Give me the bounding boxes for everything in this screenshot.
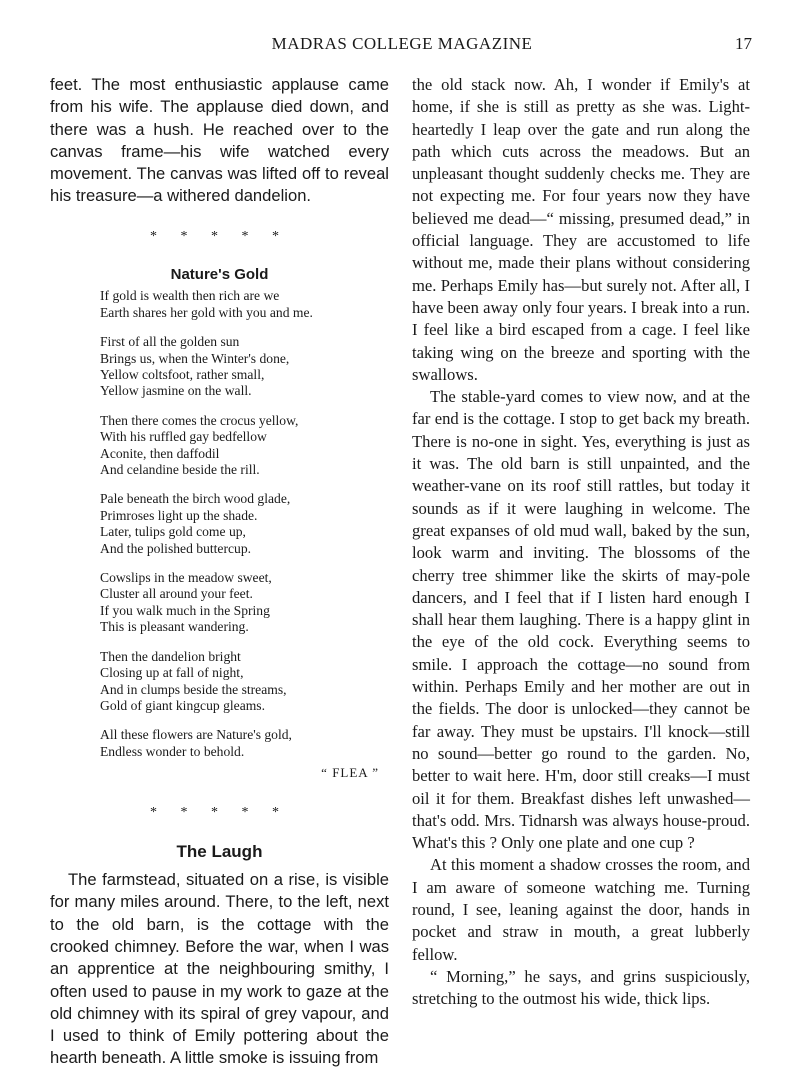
poem-line: Endless wonder to behold. — [100, 743, 245, 759]
running-header — [52, 34, 752, 58]
poem-stanza — [100, 727, 389, 760]
right-column — [412, 74, 750, 1010]
section-separator: * * * * * — [150, 228, 289, 244]
poem-title: Nature's Gold — [170, 266, 269, 284]
poem-line: This is pleasant wandering. — [100, 619, 249, 635]
poem-body — [100, 288, 389, 760]
story-paragraph: The stable-yard comes to view now, and at the far end is the cottage. I stop to get back my breath. There is no-one in sight. Yes, everything is just as it was. The old barn is still unpainted, and the weather-vane on its roof still rattles, but today it sounds as if it were laughing in welcome. The great expanses of old mud wall, baked by the sun, look warm and inviting. The blossoms of the cherry tree shimmer like the skirts of may-pole dancers, and I feel that if I listen hard enough I shall hear them laughing. There is a happy glint in the eye of the old cock. Everything seems to smile. I approach the cottage—no sound from within. Perhaps Emily and her mother are out in the fields. The door is unlocked—they cannot be far away. They must be upstairs. I'll knock—still no sound—better go round to the garden. No, better to wait here. H'm, door still creaks—I must oil it for them. Breakfast dishes left unwashed—that's odd. Mrs. Tidnarsh was always house-proud. What's this ? Only one plate and one cup ? — [412, 387, 750, 853]
poem-line: Cluster all around your feet. — [100, 586, 253, 602]
poem-line: And in clumps beside the streams, — [100, 681, 287, 697]
poem-line: If you walk much in the Spring — [100, 602, 270, 618]
poem-line: First of all the golden sun — [100, 334, 240, 350]
story-paragraph: At this moment a shadow crosses the room, and I am aware of someone watching me. Turning round, I see, leaning against the door, hands in pocket and straw in mouth, a great lubberly fellow. — [412, 855, 750, 964]
poem-line: Yellow jasmine on the wall. — [100, 383, 252, 399]
story-paragraph: The farmstead, situated on a rise, is visible for many miles around. There, to the left, next to the old barn, is the cottage with the crooked chimney. Before the war, when I was an apprentice at the neighbouring smithy, I often used to pause in my work to gaze at the old chimney with its spiral of grey vapour, and I used to think of Emily pottering about the hearth beneath. A little smoke is issuing from — [50, 870, 389, 1068]
poem-line: Earth shares her gold with you and me. — [100, 304, 313, 320]
poem-stanza — [100, 491, 389, 557]
poem-stanza — [100, 570, 389, 636]
page-number: 17 — [735, 34, 752, 53]
poem-line: Aconite, then daffodil — [100, 445, 220, 461]
story-paragraph: “ Morning,” he says, and grins suspiciously, stretching to the outmost his wide, thick lips. — [412, 966, 750, 1009]
story-title: The Laugh — [176, 841, 263, 861]
left-column — [50, 74, 389, 1070]
poem-line: If gold is wealth then rich are we — [100, 288, 280, 304]
poem-line: And the polished buttercup. — [100, 540, 252, 556]
poem-stanza — [100, 413, 389, 479]
poem-line: Closing up at fall of night, — [100, 665, 244, 681]
poem-line: Cowslips in the meadow sweet, — [100, 570, 272, 586]
poem-line: With his ruffled gay bedfellow — [100, 429, 267, 445]
section-separator: * * * * * — [150, 805, 289, 821]
intro-paragraph: feet. The most enthusiastic applause came from his wife. The applause died down, and there was a hush. He reached over to the canvas frame—his wife watched every movement. The canvas was lifted off to reveal his treasure—a withered dandelion. — [50, 75, 389, 206]
poem-line: Brings us, when the Winter's done, — [100, 350, 290, 366]
story-paragraph: the old stack now. Ah, I wonder if Emily's at home, if she is still as pretty as she was. Light-heartedly I leap over the gate and run along the path which cuts across the meadows. But an unpleasant thought suddenly checks me. They are not expecting me. For four years now they have believed me dead—“ missing, presumed dead,” in official language. They are accustomed to life without me, made their plans without considering me. Perhaps Emily has—but surely not. After all, I have been away only four years. I break into a run. I feel like a bird escaped from a cage. I feel like taking wing on the breeze and sporting with the swallows. — [412, 75, 750, 384]
poem-line: Pale beneath the birch wood glade, — [100, 491, 291, 507]
poem-stanza — [100, 288, 389, 321]
poem-line: All these flowers are Nature's gold, — [100, 727, 292, 743]
poem-line: Then the dandelion bright — [100, 648, 241, 664]
poem-stanza — [100, 334, 389, 400]
poem-line: And celandine beside the rill. — [100, 462, 260, 478]
poem-line: Later, tulips gold come up, — [100, 524, 246, 540]
poem-signature: “ FLEA ” — [321, 765, 379, 781]
poem-line: Yellow coltsfoot, rather small, — [100, 367, 265, 382]
poem-stanza — [100, 649, 389, 715]
poem-line: Primroses light up the shade. — [100, 507, 258, 523]
poem-line: Then there comes the crocus yellow, — [100, 412, 299, 428]
magazine-title: MADRAS COLLEGE MAGAZINE — [271, 34, 533, 53]
poem-line: Gold of giant kingcup gleams. — [100, 697, 265, 713]
